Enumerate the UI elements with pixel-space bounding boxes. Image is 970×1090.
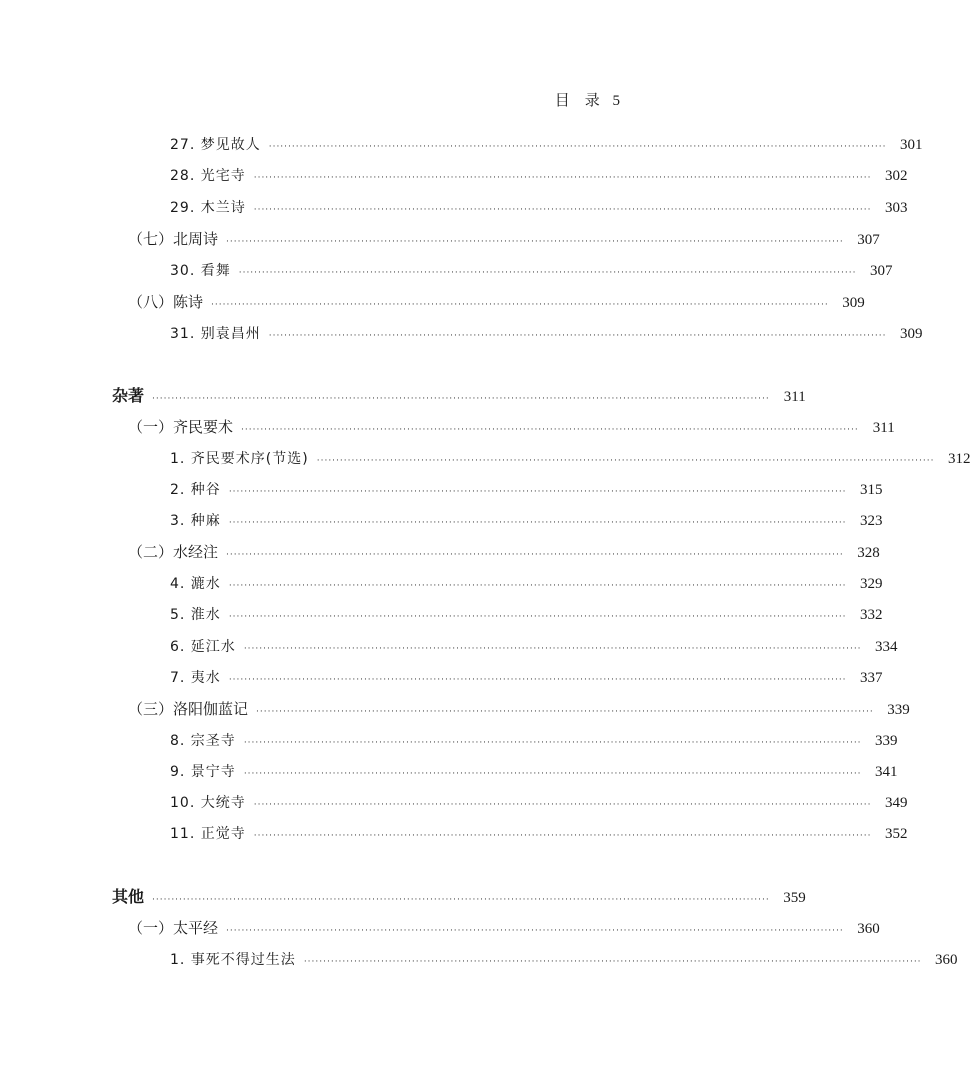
toc-entry-page: 309 — [842, 295, 865, 311]
running-header-title: 目 录 — [554, 91, 600, 109]
toc-entry-page: 360 — [857, 921, 880, 937]
toc-entry-page: 301 — [899, 137, 923, 153]
toc-entry-title: 5. 淮水 — [170, 607, 221, 623]
toc-leader-dots: ································································································································································ — [228, 612, 847, 622]
toc-entry-title: 9. 景宁寺 — [170, 764, 236, 780]
toc-entry-page: 309 — [899, 326, 923, 342]
toc-entry-page: 341 — [875, 764, 898, 780]
running-header-page-number: 5 — [612, 93, 620, 109]
toc-entry — [170, 164, 908, 188]
toc-entry — [128, 697, 910, 721]
toc-leader-dots: ································································································································································ — [152, 895, 770, 905]
toc-leader-dots: ································································································································································ — [228, 518, 847, 528]
toc-entry-title: （七）北周诗 — [128, 230, 219, 248]
toc-entry-title: （一）太平经 — [128, 919, 219, 937]
toc-entry — [170, 478, 883, 502]
toc-entry-page: 311 — [783, 389, 806, 405]
toc-leader-dots: ································································································································································ — [316, 456, 935, 466]
toc-entry-title: 8. 宗圣寺 — [170, 733, 236, 749]
toc-entry-page: 328 — [857, 545, 880, 561]
toc-leader-dots: ································································································································································ — [268, 142, 887, 152]
toc-leader-dots: ································································································································································ — [243, 738, 862, 748]
toc-entry-page: 307 — [869, 263, 893, 279]
toc-entry-title: 3. 种麻 — [170, 513, 221, 529]
toc-leader-dots: ································································································································································ — [241, 425, 859, 435]
toc-entry-title: （一）齐民要术 — [128, 418, 234, 436]
toc-entry-page: 315 — [860, 482, 883, 498]
toc-entry-title: 杂著 — [112, 386, 145, 405]
toc-entry-title: 27. 梦见故人 — [170, 137, 261, 153]
toc-entry — [128, 290, 865, 314]
toc-entry-title: 11. 正觉寺 — [170, 826, 246, 842]
toc-entry — [170, 791, 908, 815]
toc-leader-dots: ································································································································································ — [211, 300, 829, 310]
toc-entry-page: 302 — [884, 168, 908, 184]
toc-entry-page: 307 — [857, 232, 880, 248]
toc-entry-page: 312 — [947, 451, 970, 467]
toc-entry — [170, 603, 883, 627]
toc-entry-title: 29. 木兰诗 — [170, 200, 246, 216]
toc-entry — [170, 572, 883, 596]
toc-entry — [170, 948, 958, 972]
toc-entry-page: 352 — [884, 826, 908, 842]
toc-entry-page: 339 — [887, 702, 910, 718]
toc-entry-title: （八）陈诗 — [128, 293, 204, 311]
toc-entry-title: 31. 别袁昌州 — [170, 326, 261, 342]
toc-entry-page: 303 — [884, 200, 908, 216]
toc-leader-dots: ································································································································································ — [238, 268, 857, 278]
toc-leader-dots: ································································································································································ — [152, 394, 770, 404]
toc-entry — [128, 415, 895, 439]
toc-leader-dots: ································································································································································ — [228, 675, 847, 685]
toc-entry — [112, 885, 806, 909]
toc-leader-dots: ································································································································································ — [226, 237, 844, 247]
toc-entry-title: （二）水经注 — [128, 543, 219, 561]
toc-entry-page: 332 — [860, 607, 883, 623]
toc-leader-dots: ································································································································································ — [253, 173, 872, 183]
toc-entry — [170, 760, 898, 784]
toc-leader-dots: ································································································································································ — [253, 800, 872, 810]
toc-entry — [170, 447, 970, 471]
toc-entry-page: 359 — [783, 890, 806, 906]
toc-leader-dots: ································································································································································ — [228, 487, 847, 497]
toc-leader-dots: ································································································································································ — [256, 707, 874, 717]
toc-leader-dots: ································································································································································ — [303, 957, 922, 967]
toc-entry-title: （三）洛阳伽蓝记 — [128, 700, 249, 718]
toc-entry-title: 7. 夷水 — [170, 670, 221, 686]
toc-entry-title: 10. 大统寺 — [170, 795, 246, 811]
toc-leader-dots: ································································································································································ — [226, 550, 844, 560]
toc-leader-dots: ································································································································································ — [243, 769, 862, 779]
toc-entry-page: 337 — [860, 670, 883, 686]
toc-entry-title: 其他 — [112, 887, 145, 906]
toc-entry-page: 323 — [860, 513, 883, 529]
toc-entry — [170, 729, 898, 753]
toc-entry-page: 329 — [860, 576, 883, 592]
toc-entry — [170, 635, 898, 659]
toc-entry-title: 1. 事死不得过生法 — [170, 952, 296, 968]
toc-entry — [128, 540, 880, 564]
toc-entry — [170, 322, 923, 346]
toc-entry — [170, 259, 893, 283]
toc-entry-title: 6. 延江水 — [170, 639, 236, 655]
toc-leader-dots: ································································································································································ — [268, 331, 887, 341]
toc-entry — [128, 916, 880, 940]
toc-entry-page: 360 — [935, 952, 958, 968]
toc-leader-dots: ································································································································································ — [226, 926, 844, 936]
toc-entry-title: 4. 漉水 — [170, 576, 221, 592]
toc-entry-page: 311 — [872, 420, 895, 436]
toc-entry-title: 2. 种谷 — [170, 482, 221, 498]
toc-leader-dots: ································································································································································ — [243, 644, 862, 654]
toc-entry — [170, 666, 883, 690]
toc-entry — [112, 384, 806, 408]
toc-entry-title: 1. 齐民要术序(节选) — [170, 451, 309, 467]
toc-entry — [170, 509, 883, 533]
toc-entry-page: 349 — [884, 795, 908, 811]
toc-leader-dots: ································································································································································ — [228, 581, 847, 591]
toc-leader-dots: ································································································································································ — [253, 831, 872, 841]
toc-entry — [170, 133, 923, 157]
toc-entry-title: 30. 看舞 — [170, 263, 231, 279]
toc-entry-title: 28. 光宅寺 — [170, 168, 246, 184]
toc-entry — [128, 227, 880, 251]
toc-entry — [170, 822, 908, 846]
toc-entry-page: 334 — [875, 639, 898, 655]
toc-leader-dots: ································································································································································ — [253, 205, 872, 215]
toc-entry-page: 339 — [875, 733, 898, 749]
toc-entry — [170, 196, 908, 220]
